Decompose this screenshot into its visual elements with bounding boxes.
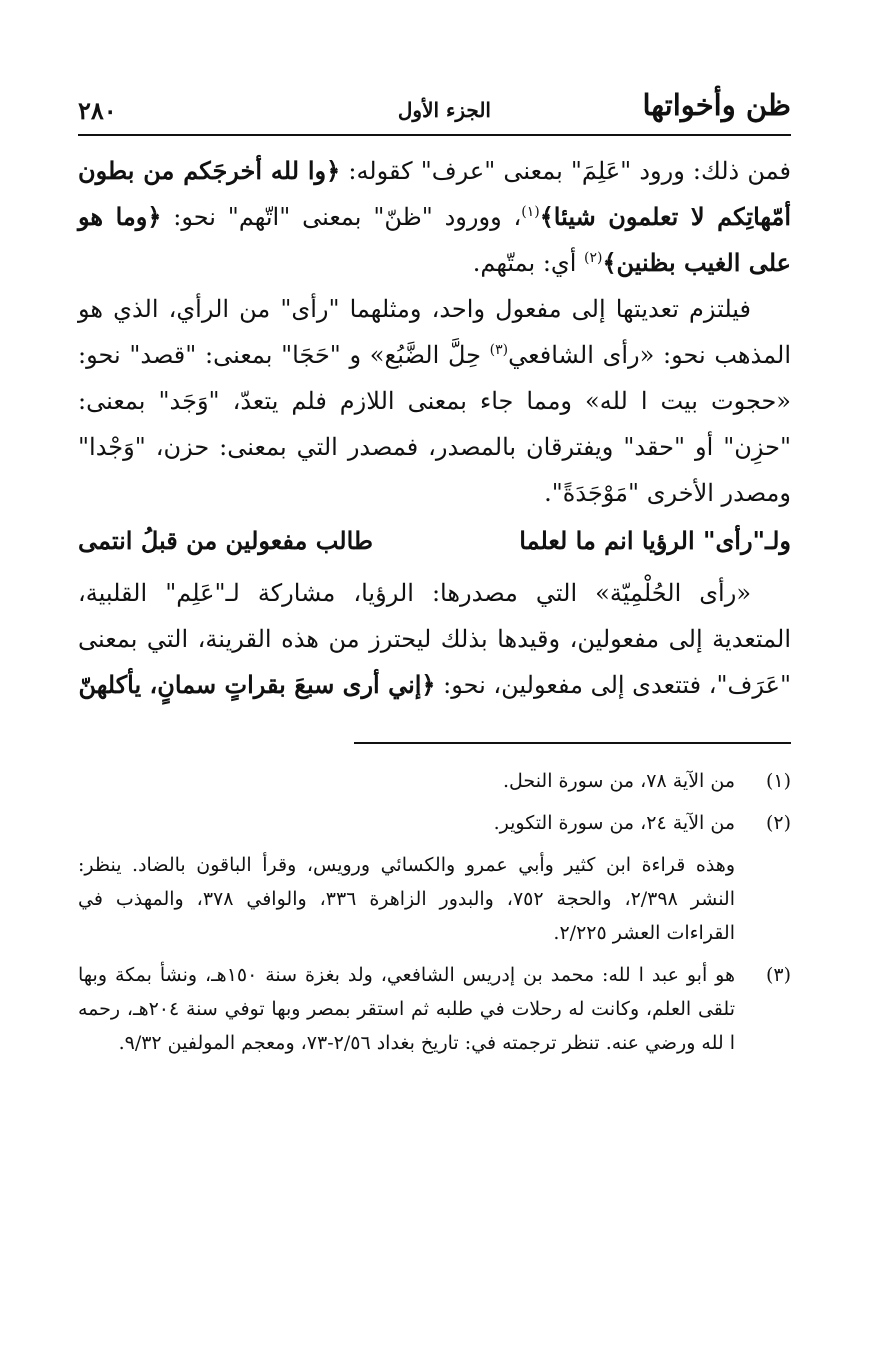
footnote-text: من الآية ٧٨، من سورة النحل. [503,770,735,792]
running-header [78,82,791,136]
p1-text-b: ، وورود "ظنّ" بمعنى "اتّهم" نحو: [161,203,522,231]
chapter-title: ظن وأخواتها [642,88,791,122]
page-number: ٢٨٠ [78,96,117,125]
footnote-ref-3: (٣) [489,342,509,358]
p3-text-a: «رأى الحُلْمِيّة» التي مصدرها: الرؤيا، مشاركة لـ"عَلِم" القلبية، المتعدية إلى مفعولين، وقيدها بذلك ليحترز من هذه القرينة، التي بمعنى "عَرَف"، فتتعدى إلى مفعولين، نحو: [78,579,791,699]
paragraph-3 [78,570,791,708]
paragraph-1 [78,148,791,286]
footnote-separator [354,742,791,744]
quran-quote-1: ﴿وا لله أخرجَكم من بطون أمّهاتِكم لا تعلمون شيئا﴾ [78,156,791,231]
paragraph-2 [78,286,791,516]
footnote-number: (١) [765,770,791,792]
verse-hemistich-2: طالب مفعولين من قبلُ انتمى [78,526,373,555]
poetry-verse [78,520,791,570]
footnotes [78,764,791,1060]
p1-text-a: فمن ذلك: ورود "عَلِمَ" بمعنى "عرف" كقوله: [340,157,791,185]
footnote-1 [78,764,791,798]
footnote-text: هو أبو عبد ا لله: محمد بن إدريس الشافعي، ولد بغزة سنة ١٥٠هـ، ونشأ بمكة وبها تلقى العلم، وكانت له رحلات في طلبه ثم استقر بمصر وبها توفي سنة ٢٠٤هـ، رحمه ا لله ورضي عنه. تنظر ترجمته في: تاريخ بغداد ٢/٥٦-٧٣، ومعجم المولفين ٩/٣٢. [78,964,735,1054]
footnote-number: (٢) [765,812,791,834]
quran-quote-2: ﴿وما هو على الغيب بظنين﴾ [78,202,791,277]
verse-hemistich-1: ولـ"رأى" الرؤيا انم ما لعلما [519,526,791,555]
footnote-ref-1: (١) [521,204,540,220]
footnote-ref-2: (٢) [584,250,603,266]
p1-text-c: أي: بمتّهم. [472,249,584,277]
volume-label: الجزء الأول [397,98,491,122]
footnote-text: من الآية ٢٤، من سورة التكوير. [493,812,735,834]
footnote-2-continuation: وهذه قراءة ابن كثير وأبي عمرو والكسائي ورويس، وقرأ الباقون بالضاد. ينظر: النشر ٢/٣٩٨، والحجة ٧٥٢، والبدور الزاهرة ٣٣٦، والوافي ٣٧٨، والمهذب في القراءات العشر ٢/٢٢٥. [78,854,736,944]
footnote-2 [78,806,791,840]
p2-text-a: فيلتزم تعديتها إلى مفعول واحد، ومثلهما "رأى" من الرأي، الذي هو المذهب نحو: «رأى الشافعي [78,295,792,369]
book-page [78,82,791,1352]
p2-text-b: حِلَّ الضَّبُع» و "حَجَا" بمعنى: "قصد" نحو: «حجوت بيت ا لله» ومما جاء بمعنى اللازم فلم يتعدّ، "وَجَد" بمعنى: "حزِن" أو "حقد" ويفترقان بالمصدر، فمصدر التي بمعنى: حزن، "وَجْدا" ومصدر الأخرى "مَوْجَدَةً". [78,341,791,507]
footnote-3 [78,958,791,1060]
footnote-number: (٣) [765,964,791,986]
quran-quote-3: ﴿إني أرى سبعَ بقراتٍ سمانٍ، يأكلهنّ [78,670,436,699]
main-text [78,148,791,708]
